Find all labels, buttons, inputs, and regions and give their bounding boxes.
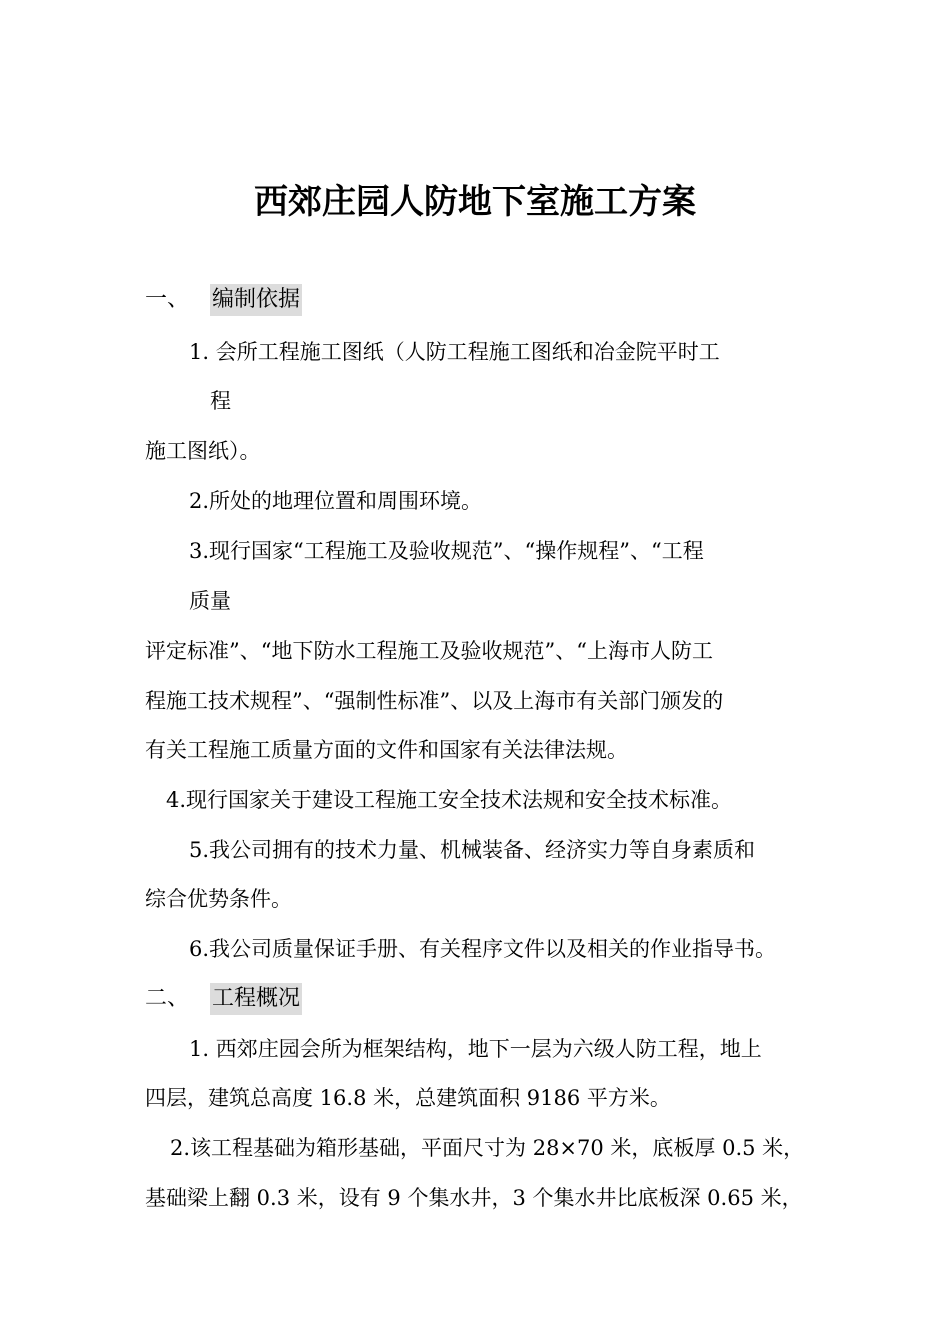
section-2-line: 基础梁上翻 0.3 米，设有 9 个集水井，3 个集水井比底板深 0.65 米， bbox=[145, 1186, 803, 1210]
document-title: 西郊庄园人防地下室施工方案 bbox=[254, 182, 696, 222]
section-2-line: 1. 西郊庄园会所为框架结构，地下一层为六级人防工程，地上 bbox=[189, 1037, 762, 1061]
section-1-line: 质量 bbox=[189, 589, 231, 613]
section-1-line: 程施工技术规程”、“强制性标准”、以及上海市有关部门颁发的 bbox=[145, 689, 724, 713]
section-1-line: 程 bbox=[210, 389, 231, 413]
section-1-line: 2.所处的地理位置和周围环境。 bbox=[189, 489, 483, 513]
section-2-heading: 工程概况 bbox=[210, 983, 302, 1015]
section-1-line: 5.我公司拥有的技术力量、机械装备、经济实力等自身素质和 bbox=[189, 838, 756, 862]
section-1-line: 6.我公司质量保证手册、有关程序文件以及相关的作业指导书。 bbox=[189, 937, 777, 961]
section-1-line: 1. 会所工程施工图纸（人防工程施工图纸和冶金院平时工 bbox=[189, 340, 720, 364]
section-1-number: 一、 bbox=[145, 287, 190, 312]
section-2-line: 2.该工程基础为箱形基础，平面尺寸为 28×70 米，底板厚 0.5 米， bbox=[170, 1136, 805, 1160]
section-1-line: 3.现行国家“工程施工及验收规范”、“操作规程”、“工程 bbox=[189, 539, 704, 563]
section-2-number: 二、 bbox=[145, 986, 190, 1011]
section-1-line: 综合优势条件。 bbox=[145, 887, 292, 911]
section-1-line: 4.现行国家关于建设工程施工安全技术法规和安全技术标准。 bbox=[166, 788, 733, 812]
section-1-line: 有关工程施工质量方面的文件和国家有关法律法规。 bbox=[145, 738, 628, 762]
section-1-line: 施工图纸）。 bbox=[145, 439, 261, 463]
section-2-line: 四层，建筑总高度 16.8 米，总建筑面积 9186 平方米。 bbox=[145, 1086, 671, 1110]
section-1-line: 评定标准”、“地下防水工程施工及验收规范”、“上海市人防工 bbox=[145, 639, 713, 663]
section-1-heading: 编制依据 bbox=[210, 284, 302, 316]
